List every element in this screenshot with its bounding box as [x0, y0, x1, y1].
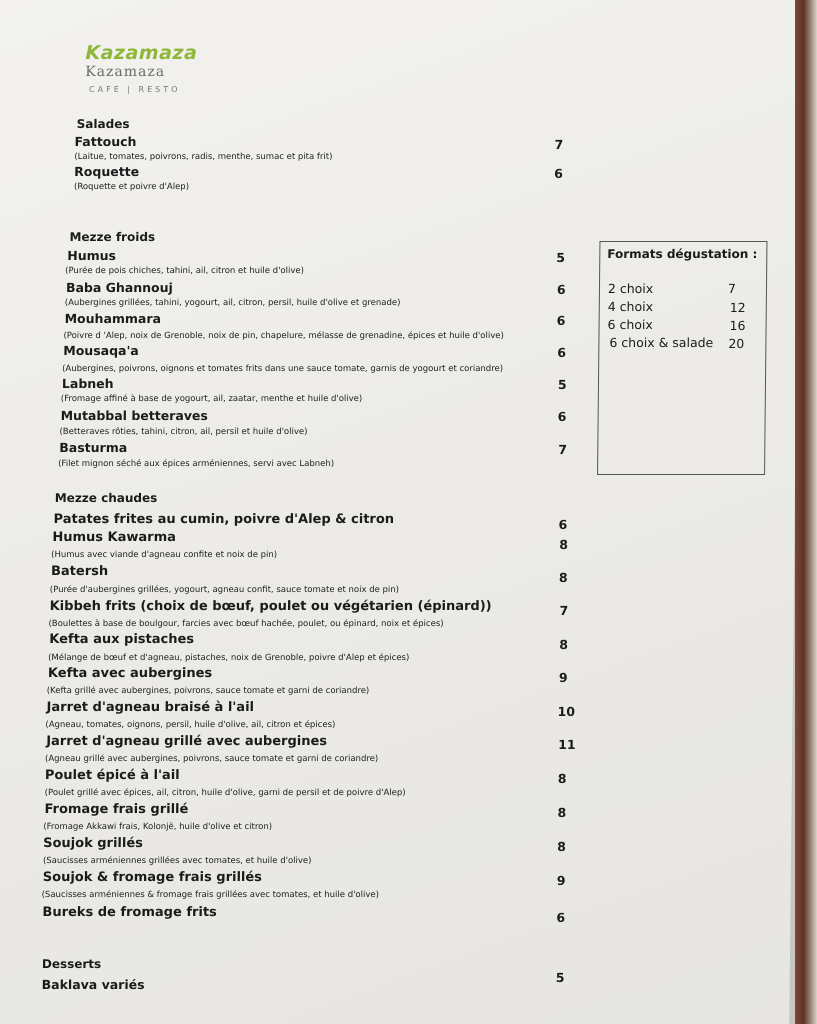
item-price: 8	[559, 537, 569, 552]
item-name: Bureks de fromage frits	[42, 905, 217, 920]
item-price: 6	[558, 517, 568, 532]
item-price: 6	[557, 409, 567, 424]
tasting-formats-title: Formats dégustation :	[607, 247, 758, 261]
format-label: 6 choix & salade	[609, 335, 714, 350]
item-name: Baklava variés	[41, 977, 145, 992]
item-name: Fattouch	[74, 134, 137, 149]
section-title-mezze-chaudes: Mezze chaudes	[54, 491, 158, 505]
format-price: 12	[729, 300, 746, 315]
item-name: Kefta aux pistaches	[49, 632, 195, 647]
item-price: 7	[554, 137, 564, 152]
item-description: (Agneau, tomates, oignons, persil, huile d'olive, ail, citron et épices)	[45, 720, 336, 730]
item-name: Mutabbal betteraves	[60, 408, 208, 423]
item-name: Mousaqa'a	[63, 343, 139, 358]
format-price: 16	[729, 318, 746, 333]
logo-armenian-wordmark: Kazamaza	[85, 64, 166, 80]
item-description: (Fromage affiné à base de yogourt, ail, zaatar, menthe et huile d'olive)	[60, 394, 363, 404]
item-name: Humus Kawarma	[52, 530, 177, 545]
item-name: Soujok grillés	[43, 836, 143, 851]
item-description: (Roquette et poivre d'Alep)	[73, 182, 190, 192]
item-price: 5	[555, 970, 565, 985]
item-price: 6	[556, 282, 566, 297]
item-name: Batersh	[50, 564, 109, 579]
logo-tagline: CAFE | RESTO	[89, 85, 181, 94]
item-description: (Aubergines grillées, tahini, yogourt, ail, citron, persil, huile d'olive et grenade)	[64, 298, 401, 308]
section-title-mezze-froids: Mezze froids	[69, 230, 156, 244]
format-label: 4 choix	[607, 299, 654, 314]
item-name: Humus	[67, 248, 117, 263]
item-description: (Saucisses arméniennes & fromage frais grillées avec tomates, et huile d'olive)	[41, 890, 380, 900]
item-name: Baba Ghannouj	[65, 280, 173, 295]
item-name: Fromage frais grillé	[44, 802, 189, 817]
item-description: (Purée d'aubergines grillées, yogourt, agneau confit, sauce tomate et noix de pin)	[49, 585, 400, 595]
section-title-desserts: Desserts	[41, 957, 102, 971]
item-description: (Mélange de bœuf et d'agneau, pistaches, noix de Grenoble, poivre d'Alep et épices)	[48, 653, 410, 663]
item-name: Poulet épicé à l'ail	[44, 768, 180, 783]
item-description: (Kefta grillé avec aubergines, poivrons, sauce tomate et garni de coriandre)	[46, 686, 370, 696]
item-name: Kefta avec aubergines	[47, 666, 213, 681]
item-description: (Boulettes à base de boulgour, farcies avec bœuf hachée, poulet, ou épinard, noix et épices)	[48, 619, 444, 629]
item-price: 9	[556, 873, 566, 888]
item-name: Roquette	[74, 164, 140, 179]
item-price: 6	[556, 910, 566, 925]
item-price: 6	[557, 345, 567, 360]
item-name: Jarret d'agneau braisé à l'ail	[46, 700, 255, 715]
item-description: (Aubergines, poivrons, oignons et tomates frits dans une sauce tomate, garnis de yogourt et coriandre)	[62, 364, 504, 374]
item-name: Labneh	[61, 376, 114, 391]
logo-wordmark: Kazamaza	[85, 42, 198, 64]
item-price: 7	[559, 603, 569, 618]
item-description: (Betteraves rôties, tahini, citron, ail, persil et huile d'olive)	[59, 427, 308, 437]
item-description: (Poivre d 'Alep, noix de Grenoble, noix de pin, chapelure, mélasse de grenadine, épices et huile d'olive)	[63, 331, 504, 341]
item-price: 5	[557, 377, 567, 392]
item-name: Patates frites au cumin, poivre d'Alep & citron	[53, 512, 395, 527]
item-price: 8	[557, 805, 567, 820]
item-price: 8	[559, 637, 569, 652]
item-price: 7	[558, 442, 568, 457]
item-name: Jarret d'agneau grillé avec aubergines	[46, 734, 328, 749]
format-label: 6 choix	[607, 317, 653, 332]
item-name: Mouhammara	[64, 311, 162, 326]
item-description: (Fromage Akkawi frais, Kolonjë, huile d'olive et citron)	[43, 822, 273, 832]
item-name: Kibbeh frits (choix de bœuf, poulet ou végétarien (épinard))	[49, 599, 492, 614]
item-price: 6	[556, 313, 566, 328]
item-name: Basturma	[59, 440, 128, 455]
section-title-salades: Salades	[76, 117, 130, 131]
tasting-formats-box	[597, 241, 767, 475]
item-price: 8	[558, 570, 568, 585]
table-edge	[795, 0, 817, 1024]
item-price: 8	[557, 771, 567, 786]
item-description: (Poulet grillé avec épices, ail, citron, huile d'olive, garni de persil et de poivre d'Alep)	[44, 788, 406, 798]
format-label: 2 choix	[607, 281, 654, 296]
item-description: (Humus avec viande d'agneau confite et noix de pin)	[51, 550, 278, 560]
item-description: (Purée de pois chiches, tahini, ail, citron et huile d'olive)	[65, 266, 304, 276]
item-price: 8	[557, 839, 566, 854]
item-price: 9	[558, 670, 568, 685]
format-price: 7	[727, 281, 737, 296]
format-price: 20	[728, 336, 745, 351]
item-description: (Agneau grillé avec aubergines, poivrons, sauce tomate et garni de coriandre)	[44, 754, 379, 764]
item-price: 6	[554, 166, 563, 181]
item-description: (Saucisses arméniennes grillées avec tomates, et huile d'olive)	[42, 856, 312, 866]
item-name: Soujok & fromage frais grillés	[42, 870, 263, 885]
item-description: (Filet mignon séché aux épices arméniennes, servi avec Labneh)	[58, 459, 335, 469]
item-description: (Laitue, tomates, poivrons, radis, menthe, sumac et pita frit)	[74, 152, 333, 162]
item-price: 10	[557, 704, 576, 719]
item-price: 5	[556, 250, 566, 265]
item-price: 11	[558, 737, 576, 752]
